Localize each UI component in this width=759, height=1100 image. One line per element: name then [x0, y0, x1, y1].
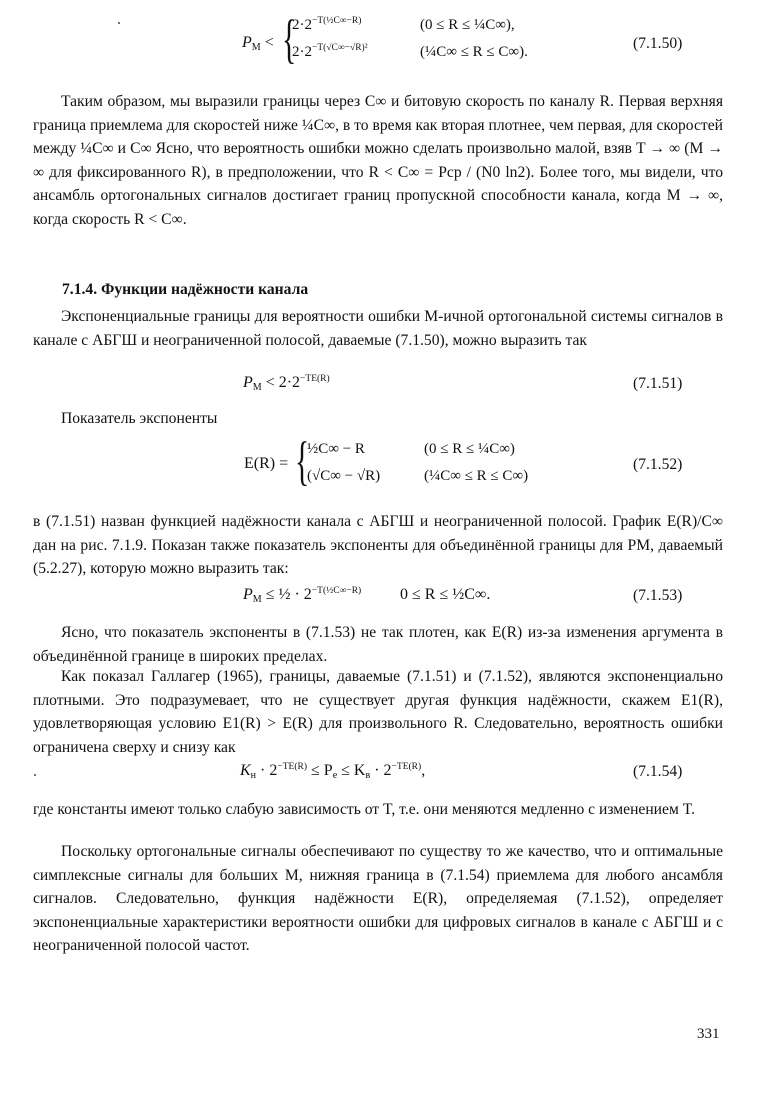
paragraph: где константы имеют только слабую зависимость от T, т.е. они меняются медленно с изменением T.: [33, 801, 695, 818]
equation-number: (7.1.54): [633, 763, 683, 780]
eq-body: $P_M < 2\cdot 2^{-TE(R)}$: [243, 374, 330, 393]
eq-body: $K_н \cdot 2^{-TE(R)} \le P_e \le K_в \cdot 2^{-TE(R)}$,: [240, 762, 426, 781]
section-heading: 7.1.4. Функции надёжности канала: [62, 281, 309, 298]
eq-condition: 0 ≤ R ≤ ½C∞.: [400, 586, 491, 603]
eq-conditions: (0 ≤ R ≤ ¼C∞) (¼C∞ ≤ R ≤ C∞): [424, 441, 529, 484]
eq-lhs: E(R) =: [244, 455, 289, 472]
equation-number: (7.1.51): [633, 375, 683, 392]
equation-number: (7.1.53): [633, 587, 683, 604]
equation-number: (7.1.52): [633, 456, 683, 473]
eq-cases: ½C∞ − R (√C∞ − √R): [307, 441, 381, 484]
scan-speck: [118, 22, 120, 24]
eq-lhs: $P_M$ <: [242, 34, 274, 53]
paragraph: Показатель экспоненты: [61, 410, 218, 427]
page-number: 331: [697, 1026, 720, 1042]
eq-body: $P_M$ ≤ ½ · $2^{-T(\frac{1}{2}C\infty-R)}$: [243, 586, 362, 605]
scan-speck: [34, 774, 36, 776]
paragraph: Как показал Галлагер (1965), границы, даваемые (7.1.51) и (7.1.52), являются экспоненциально плотными. Это подразумевает, что не существует другая функция надёжности, скажем E1(R), удовлетворяющая условию E1(R) > E(R) для произвольного R. Следовательно, вероятность ошибки ограничена сверху и снизу как: [33, 668, 723, 756]
left-brace: {: [295, 431, 310, 491]
left-brace: {: [282, 9, 297, 69]
paragraph: Ясно, что показатель экспоненты в (7.1.53) не так плотен, как E(R) из-за изменения аргумента в объединённой границе в широких пределах.: [33, 624, 723, 665]
paragraph: Поскольку ортогональные сигналы обеспечивают по существу то же качество, что и оптимальные симплексные сигналы для больших M, нижняя граница в (7.1.54) приемлема для любого ансамбля сигналов. Следовательно, функция надёжности E(R), определяемая (7.1.52), определяет экспоненциальные характеристики вероятности ошибки для цифровых сигналов в канале с АБГШ и с неограниченной полосой частот.: [33, 843, 723, 955]
eq-cases: $2\cdot 2^{-T(\frac{1}{2}C\infty-R)}$ $2\cdot 2^{-T(√C\infty-√R)^2}$: [292, 16, 368, 60]
eq-conditions: (0 ≤ R ≤ ¼C∞), (¼C∞ ≤ R ≤ C∞).: [420, 17, 528, 60]
paragraph: в (7.1.51) назван функцией надёжности канала с АБГШ и неограниченной полосой. График E(R)/C∞ дан на рис. 7.1.9. Показан также показатель экспоненты для объединённой границы для PM, даваемый (5.2.27), которую можно выразить так:: [33, 513, 723, 578]
equation-number: (7.1.50): [633, 35, 683, 52]
paragraph: Экспоненциальные границы для вероятности ошибки M-ичной ортогональной системы сигналов в канале с АБГШ и неограниченной полосой, даваемые (7.1.50), можно выразить так: [33, 308, 723, 349]
paragraph: Таким образом, мы выразили границы через C∞ и битовую скорость по каналу R. Первая верхняя граница приемлема для скоростей ниже ¼C∞, в то время как вторая плотнее, чем первая, для скоростей между ¼C∞ и C∞ Ясно, что вероятность ошибки можно сделать произвольно малой, взяв T → ∞ (M → ∞ для фиксированного R), в предположении, что R < C∞ = Pср / (N0 ln2). Более того, мы видели, что ансамбль ортогональных сигналов достигает границ пропускной способности канала, когда M → ∞, когда скорость R < C∞.: [33, 93, 723, 228]
